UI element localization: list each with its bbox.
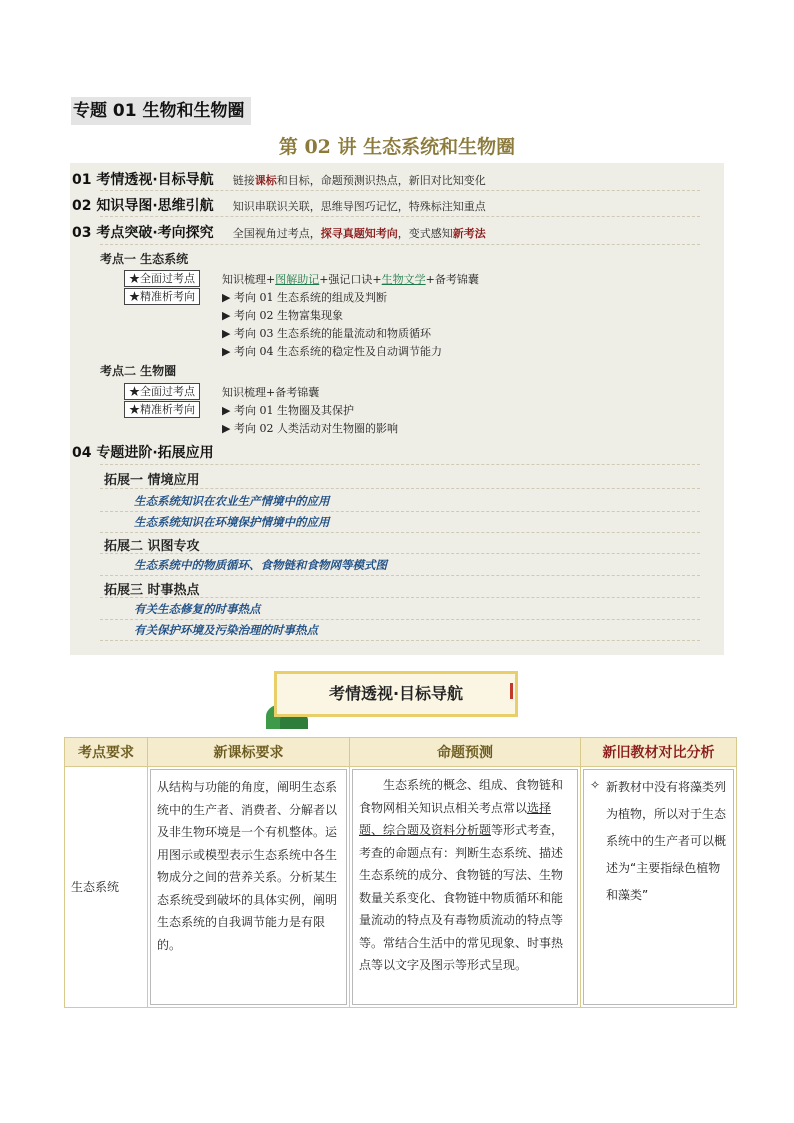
section-title: 03 考点突破·考向探究 — [72, 225, 214, 241]
table-row — [65, 767, 737, 1008]
topic-cell: 生态系统 — [65, 767, 148, 1008]
outline-section-01 — [72, 169, 486, 189]
section-desc: 知识串联识关联，思维导图巧记忆，特殊标注知重点 — [232, 200, 486, 213]
kp1-item: ▶ 考向 04 生态系统的稳定性及自动调节能力 — [222, 345, 442, 358]
section-banner: 考情透视·目标导航 — [274, 671, 518, 717]
ext1-item: 生态系统知识在环境保护情境中的应用 — [134, 515, 330, 529]
diamond-bullet-icon: ✧ — [590, 778, 601, 792]
section-title: 02 知识导图·思维引航 — [72, 198, 214, 214]
ext1-item: 生态系统知识在农业生产情境中的应用 — [134, 494, 330, 508]
kp1-item: ▶ 考向 03 生态系统的能量流动和物质循环 — [222, 327, 431, 340]
kp1-overview-text: 知识梳理+图解助记+强记口诀+生物文学+备考锦囊 — [222, 273, 479, 286]
banner-accent — [510, 683, 513, 699]
kp2-title: 考点二 生物圈 — [100, 364, 177, 378]
curriculum-text: 从结构与功能的角度，阐明生态系统中的生产者、消费者、分解者以及非生物环境是一个有机整体。运用图示或模型表示生态系统中各生物成分之间的营养关系。分析某生态系统受到破坏的具体实例，阐明生态系统的自我调节能力是有限的。 — [157, 780, 338, 952]
table-header: 新旧教材对比分析 — [581, 738, 737, 767]
prediction-text: 生态系统的概念、组成、食物链和食物网相关知识点相关考点常以选择题、综合题及资料分析题等形式考查，考查的命题点有：判断生态系统、描述生态系统的成分、食物链的写法、生物数量关系变化、食物链中物质循环和能量流动的特点及有毒物质流动的特点等等。常结合生活中的常见现象、时事热点等以文字及图示等形式呈现。 — [352, 769, 578, 1005]
section-desc: 全国视角过考点，探寻真题知考向，变式感知新考法 — [232, 227, 486, 240]
kp2-badge-overview: ★全面过考点 — [124, 383, 200, 400]
section-desc: 链接课标和目标，命题预测识热点，新旧对比知变化 — [232, 174, 486, 187]
table-header: 命题预测 — [350, 738, 581, 767]
outline-section-03 — [72, 222, 486, 242]
kp1-item: ▶ 考向 02 生物富集现象 — [222, 309, 343, 322]
section-title: 01 考情透视·目标导航 — [72, 172, 214, 188]
kp2-item: ▶ 考向 02 人类活动对生物圈的影响 — [222, 422, 398, 435]
kp1-badge-overview: ★全面过考点 — [124, 270, 200, 287]
outline-panel — [70, 163, 724, 655]
ext2-item: 生态系统中的物质循环、食物链和食物网等模式图 — [134, 558, 387, 572]
kp1-title: 考点一 生态系统 — [100, 252, 189, 266]
comparison-text: 新教材中没有将藻类列为植物，所以对于生态系统中的生产者可以概述为“主要指绿色植物和藻类” — [606, 780, 727, 902]
ext1-title: 拓展一 情境应用 — [104, 473, 200, 488]
table-header-row — [65, 738, 737, 767]
ext3-title: 拓展三 时事热点 — [104, 583, 200, 598]
analysis-table — [64, 737, 737, 1008]
lecture-title: 第 02 讲 生态系统和生物圈 — [278, 136, 516, 158]
outline-section-02 — [72, 195, 486, 215]
table-header: 新课标要求 — [148, 738, 350, 767]
prediction-cell — [350, 767, 581, 1008]
outline-section-04: 04 专题进阶·拓展应用 — [72, 445, 214, 461]
ext3-item: 有关保护环境及污染治理的时事热点 — [134, 623, 318, 637]
kp2-item: ▶ 考向 01 生物圈及其保护 — [222, 404, 354, 417]
ext3-item: 有关生态修复的时事热点 — [134, 602, 261, 616]
ext2-title: 拓展二 识图专攻 — [104, 539, 200, 554]
kp1-badge-trends: ★精准析考向 — [124, 288, 200, 305]
kp1-item: ▶ 考向 01 生态系统的组成及判断 — [222, 291, 387, 304]
curriculum-cell — [148, 767, 350, 1008]
topic-label: 专题 01 生物和生物圈 — [71, 97, 251, 125]
kp2-badge-trends: ★精准析考向 — [124, 401, 200, 418]
kp2-overview-text: 知识梳理+备考锦囊 — [222, 386, 320, 399]
table-header: 考点要求 — [65, 738, 148, 767]
comparison-cell — [581, 767, 737, 1008]
